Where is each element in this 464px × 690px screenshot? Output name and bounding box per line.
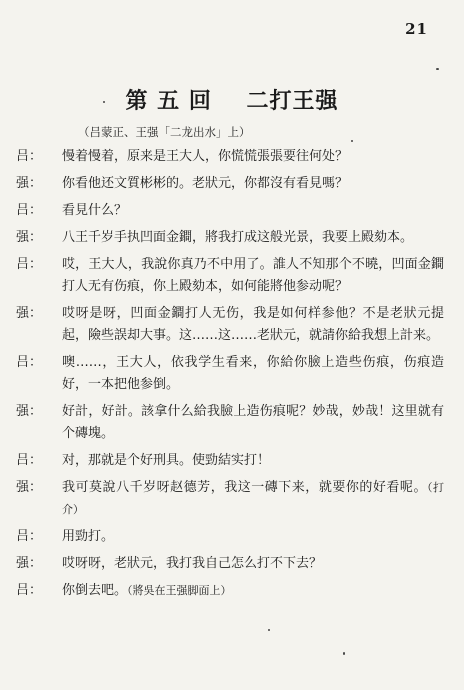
dialogue-line <box>16 450 444 472</box>
spoken-text: 噢……，王大人，依我学生看来，你給你臉上造些伤痕，伤痕造好，一本把他参倒。 <box>62 355 444 392</box>
spoken-text: 哎呀是呀，凹面金鐧打人无伤，我是如何样参他？不是老狀元提起，險些誤却大事。这……这……老狀元，就請你給我想上計来。 <box>62 306 444 343</box>
dialogue-text <box>62 580 444 602</box>
dialogue-text <box>62 200 444 222</box>
dialogue-text <box>62 173 444 195</box>
speaker-label: 吕： <box>16 257 43 272</box>
spoken-text: 对，那就是个好刑具。使勁結实打！ <box>62 453 271 468</box>
inline-stage-direction: （打介） <box>62 481 444 516</box>
speaker-label: 吕： <box>16 355 43 370</box>
dialogue-text <box>62 146 444 168</box>
spoken-text: 八王千岁手执凹面金鐧，將我打成这般光景，我要上殿劾本。 <box>62 230 414 245</box>
speaker-label: 强： <box>16 556 43 571</box>
dialogue-line <box>16 352 444 396</box>
dialogue-line <box>16 477 444 521</box>
dialogue-text <box>62 477 444 521</box>
dialogue-line <box>16 146 444 168</box>
dialogue-line <box>16 401 444 445</box>
speaker-label: 吕： <box>16 583 43 598</box>
dialogue-text <box>62 526 444 548</box>
dialogue-text <box>62 352 444 396</box>
dialogue-line <box>16 553 444 575</box>
dialogue-line <box>16 227 444 249</box>
spoken-text: 用勁打。 <box>62 529 115 544</box>
speaker-label: 强： <box>16 230 43 245</box>
speaker-label: 吕： <box>16 203 43 218</box>
dialogue-text <box>62 303 444 347</box>
speaker-label: 强： <box>16 404 43 419</box>
dialogue-line <box>16 173 444 195</box>
spoken-text: 我可莫說八千岁呀赵德芳，我这一磚下来，就要你的好看呢。 <box>62 480 427 495</box>
chapter-title: 第 五 回 二打王强 <box>125 88 339 114</box>
dialogue-text <box>62 553 444 575</box>
stage-direction: （吕蒙正、王强「二龙出水」上） <box>78 125 251 139</box>
page-number: 21 <box>405 20 428 38</box>
inline-stage-direction: （將吳在王强脚面上） <box>127 584 232 597</box>
spoken-text: 你倒去吧。 <box>62 583 128 598</box>
spoken-text: 哎，王大人，我說你真乃不中用了。誰人不知那个不曉，凹面金鐧打人无有伤痕，你上殿劾本，如何能將他参动呢？ <box>62 257 444 294</box>
speaker-label: 强： <box>16 306 43 321</box>
dialogue-line <box>16 200 444 222</box>
spoken-text: 慢着慢着，原来是王大人，你慌慌張張要往何处？ <box>62 149 349 164</box>
spoken-text: 哎呀呀，老狀元，我打我自己怎么打不下去？ <box>62 556 323 571</box>
dialogue-line <box>16 254 444 298</box>
dialogue-text <box>62 450 444 472</box>
speaker-label: 吕： <box>16 149 43 164</box>
speaker-label: 强： <box>16 176 43 191</box>
spoken-text: 看見什么？ <box>62 203 128 218</box>
spoken-text: 你看他还文質彬彬的。老狀元，你都沒有看見嗎？ <box>62 176 349 191</box>
dialogue-text <box>62 227 444 249</box>
dialogue-list <box>16 146 444 607</box>
dialogue-text <box>62 254 444 298</box>
dialogue-text <box>62 401 444 445</box>
speaker-label: 吕： <box>16 453 43 468</box>
spoken-text: 好計，好計。該拿什么給我臉上造伤痕呢？妙哉，妙哉！这里就有个磚塊。 <box>62 404 444 441</box>
dialogue-line <box>16 580 444 602</box>
dialogue-line <box>16 526 444 548</box>
speaker-label: 吕： <box>16 529 43 544</box>
speaker-label: 强： <box>16 480 43 495</box>
dialogue-line <box>16 303 444 347</box>
